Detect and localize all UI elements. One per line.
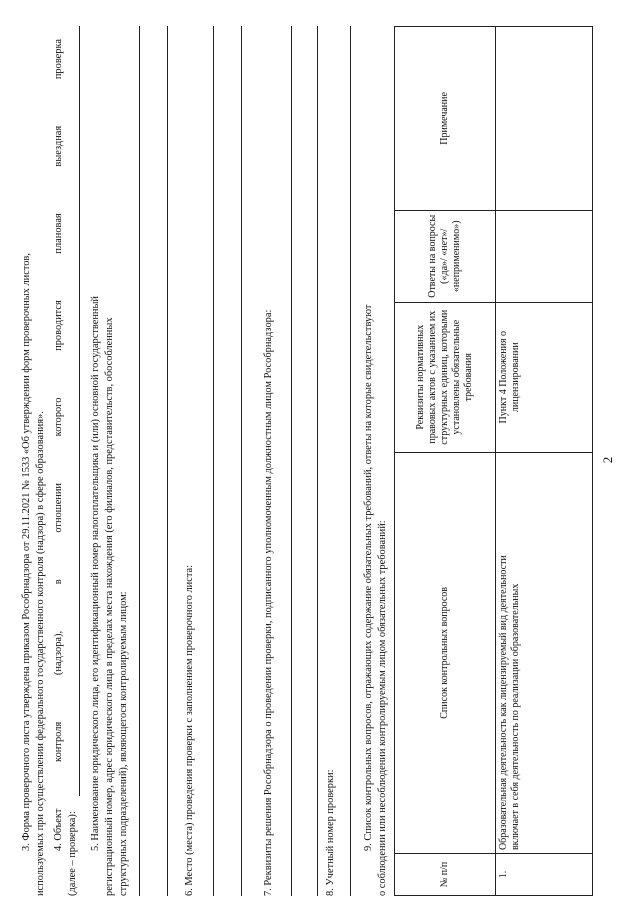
row-question xyxy=(496,452,593,853)
row-num: 1. xyxy=(496,854,593,896)
table-header-row xyxy=(395,27,496,896)
item8-text: 8. Учетный номер проверки: xyxy=(325,769,336,896)
item4-word: отношении xyxy=(53,483,64,533)
item3-line1: 3. Форма проверочного листа утверждена приказом Рособрнадзора от 29.11.2021 № 1533 «Об утверждении форм проверочных листов, xyxy=(21,253,32,851)
row-answer[interactable] xyxy=(496,210,593,302)
row-requisites: Пункт 4 Положения о лицензировании xyxy=(496,302,593,452)
row-question-line2: включает в себя деятельность по реализации образовательных xyxy=(510,583,521,851)
item4-line2: (далее – проверка): xyxy=(67,811,78,896)
row-question-line1: Образовательная деятельность как лицензируемый вид деятельности xyxy=(498,555,509,851)
fill-line xyxy=(79,26,80,796)
header-answers: Ответы на вопросы («да»/ «нет»/ «неприменимо») xyxy=(395,210,496,302)
fill-line xyxy=(350,26,351,896)
item4-word: плановая xyxy=(53,213,64,254)
item6-text: 6. Место (места) проведения проверки с заполнением проверочного листа: xyxy=(184,564,195,896)
item4-word: выездная xyxy=(53,125,64,167)
item5-line3: структурных подразделений), являющегося контролируемым лицом: xyxy=(118,591,129,896)
item7-text: 7. Реквизиты решения Рособрнадзора о проведении проверки, подписанного уполномоченным должностным лицом Рособрнадзора: xyxy=(263,309,274,896)
item4-word: контроля xyxy=(53,721,64,762)
header-questions: Список контрольных вопросов xyxy=(395,452,496,853)
item9-line1: 9. Список контрольных вопросов, отражающих содержание обязательных требований, ответы на которые свидетельствуют xyxy=(363,304,374,851)
item4-word: которого xyxy=(53,397,64,437)
item5-line2: регистрационный номер, адрес юридического лица в пределах места нахождения (его филиалов, представительств, обособленных xyxy=(104,317,115,896)
fill-line xyxy=(213,26,214,896)
item4-word: 4. Объект xyxy=(53,808,64,851)
item4-line1 xyxy=(52,39,66,851)
requirements-table xyxy=(394,26,593,896)
fill-line xyxy=(291,26,292,896)
item4-word: в xyxy=(53,579,64,585)
item9-line2: о соблюдении или несоблюдении контролируемым лицом обязательных требований: xyxy=(377,520,388,896)
item4-word: проводится xyxy=(53,300,64,351)
item4-word: проверка xyxy=(53,39,64,80)
item4-word: (надзора), xyxy=(53,630,64,676)
header-requisites: Реквизиты нормативных правовых актов с указанием их структурных единиц, которыми установлены обязательные требования xyxy=(395,302,496,452)
row-note[interactable] xyxy=(496,27,593,211)
fill-line xyxy=(139,26,140,896)
page-number: 2 xyxy=(600,456,615,464)
fill-line xyxy=(167,26,168,896)
item3-line2: используемых при осуществлении федерального государственного контроля (надзора) в сфере образования». xyxy=(35,411,46,896)
fill-line xyxy=(241,26,242,896)
fill-line xyxy=(317,26,318,896)
table-row xyxy=(496,27,593,896)
item5-line1: 5. Наименование юридического лица, его идентификационный номер налогоплательщика и (или) основной государственный xyxy=(90,296,101,851)
header-num: № п/п xyxy=(395,854,496,896)
header-note: Примечание xyxy=(395,27,496,211)
